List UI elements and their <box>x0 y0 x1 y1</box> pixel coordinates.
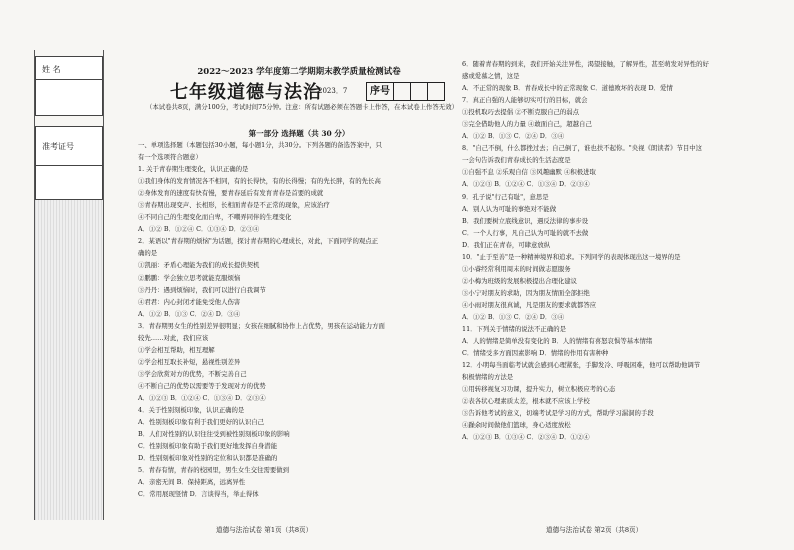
footer-right: 道德与法治试卷 第2页（共8页） <box>546 526 643 534</box>
binding-strip <box>34 50 104 520</box>
question-line: ③学会欣赏对方的优势，不断完善自己 <box>138 369 247 378</box>
question-line: ④君君：内心封闭才能免受他人伤害 <box>138 297 241 306</box>
question-line: 4．关于性别刻板印象，认识正确的是 <box>138 406 245 415</box>
question-line: ③青春期出现变声、长相形，长相面青春是不正常的现象，应该治疗 <box>138 201 330 210</box>
question-line: 2．某语以"青春期的烦恼"为话题，探讨青春期的心理成长，对此，下面同学的观点正 <box>138 237 379 246</box>
question-line: ①投机取巧去提倡 ②不断克服自己的弱点 <box>462 108 580 117</box>
exam-note: （本试卷共8页，满分100分，考试时间75分钟。注意：所有试题必须在答题卡上作答，在本试卷上作答无效） <box>146 103 458 111</box>
question-line: ①学会相互帮助，相互理解 <box>138 345 215 354</box>
question-line: ④不同自己的生理变化而自卑，不嘲弄同伴的生理变化 <box>138 213 292 222</box>
id-field[interactable] <box>36 165 102 200</box>
id-box <box>35 126 103 200</box>
question-line: A．①② B．①②④ C．①③④ D．②③④ <box>138 225 260 234</box>
question-line: ③告诉他考试的意义，切端考试是学习的方式，帮助学习漏洞的手段 <box>462 409 654 418</box>
name-label: 姓 名 <box>42 65 61 74</box>
question-line: ②身体发育的速度有快有慢，要青春延后有发育青春是首要的成就 <box>138 189 324 198</box>
question-line: ①我们身体的发育情况各不相同，有的长得快，有的长得慢；有的先长胖，有的先长高 <box>138 177 381 186</box>
footer-left: 道德与法治试卷 第1页（共8页） <box>216 526 313 534</box>
question-line: 确的是 <box>138 249 158 258</box>
question-line: A．亲密无间 B．保持距离，远离异性 <box>138 478 246 487</box>
question-line: ③小宁对朋友的求助，因为朋友情面全部拒绝 <box>462 288 590 297</box>
question-line: A．别人认为可耻的事绝对不能做 <box>462 204 557 213</box>
question-line: ③完全借助他人的力量 ④敢面自己，超越自己 <box>462 120 592 129</box>
question-line: ④躁余时间做他们篮球，身心适度放松 <box>462 421 571 430</box>
question-line: ①自强不息 ②乐观自信 ③风趣幽默 ④积极进取 <box>462 168 596 177</box>
seq-cell[interactable] <box>411 83 428 100</box>
question-line: ②表各状心理素质太差，根本就不应该上学校 <box>462 397 590 406</box>
question-line: A．①② B．①③ C．②④ D．③④ <box>462 132 565 141</box>
question-line: ②鹏鹏：学会独立思考就能克服烦恼 <box>138 273 241 282</box>
question-line: 1. 关于青春期生理变化，认识正确的是 <box>138 165 249 174</box>
question-line: ①凯丽：矛盾心理能为我们的成长提供契机 <box>138 261 260 270</box>
question-line: B．我们要树立底线意识，遇反法律的事步设 <box>462 216 589 225</box>
question-line: A．①② B．①③ C．②④ D．③④ <box>138 309 241 318</box>
question-line: ②学会相互取长补短，悬视性别差异 <box>138 357 241 366</box>
exam-date: 2023．7 <box>318 87 348 95</box>
seq-cell[interactable] <box>428 83 444 100</box>
question-line: 一会句告诉我们青春成长的生活态度是 <box>462 156 571 165</box>
question-line: D．性别刻板印象对性别的定位和认识都是准确的 <box>138 454 278 463</box>
question-line: A．性别刻板印象有利于我们更好的认识自己 <box>138 418 265 427</box>
question-line: 8．"自己不倒，什么都挫过去；自己倒了，谁也扶不起你。"央视《朗读者》节目中这 <box>462 144 703 153</box>
column-left <box>138 139 460 500</box>
subject-title: 七年级道德与法治 <box>170 82 322 103</box>
column-right <box>462 58 782 444</box>
question-line: 12．小明每当面临考试就会感到心理紧张，手脚发冷、呼吸困难，他可以帮助他调节 <box>462 361 701 370</box>
question-line: A．①②③ B．①③④ C．②③④ D．①②④ <box>462 433 590 442</box>
exam-title: 2022～2023 学年度第二学期期末教学质量检测试卷 <box>197 67 401 77</box>
question-line: C．一个人行事，凡自己认为可耻的就不去做 <box>462 228 589 237</box>
seq-label: 序号 <box>367 83 394 100</box>
question-line: 11．下列关于情绪的说法不正确的是 <box>462 325 566 334</box>
question-line: A．人的情绪是简单没有变化的 B．人的情绪有喜怒哀惧等基本情绪 <box>462 337 653 346</box>
question-line: ①小睿经常利用周末的时间做志愿服务 <box>462 264 571 273</box>
seq-cell[interactable] <box>394 83 411 100</box>
question-line: 9．孔子说"行己有耻"，意思是 <box>462 192 549 201</box>
question-line: 6．随着青春期的到来，我们开始关注异性，渴望接触，了解异性，甚至萌发对异性的好 <box>462 60 709 68</box>
question-line: C．常用展现竖情 D．言谈得当，举止得体 <box>138 490 259 499</box>
name-field[interactable] <box>36 79 102 116</box>
question-line: 感或爱慕之情，这是 <box>462 72 520 81</box>
question-line: ①用转移视复习功课，提升实力，树立积极应考的心态 <box>462 385 616 394</box>
question-line: 较先……对此，我们应该 <box>138 333 209 342</box>
question-line: B．人们对性别的认识往往受到被性别刻板印象的影响 <box>138 430 290 439</box>
question-line: 一、单项选择题（本题包括30小题，每小题1分，共30分。下列各题的备选答案中，只 <box>138 141 382 149</box>
question-line: 3．青春期男女生的性别差异很明显；女孩在细腻和协作上占优势，男孩在运动能力方面 <box>138 321 385 330</box>
question-line: A．①②③ B．①②④ C．①③④ D．②③④ <box>462 180 590 189</box>
question-line: 10．"止于至善"是一种精神境界和追求。下列同学的表现体现出这一境界的是 <box>462 252 681 261</box>
question-line: 积极情绪的方法是 <box>462 373 514 382</box>
id-label: 准考证号 <box>42 142 74 151</box>
question-line: ②小梅为班级的发展积极提出合理化建议 <box>462 276 578 285</box>
seq-box <box>366 82 445 101</box>
question-line: A．①②③ B．①②④ C．①③④ D．②③④ <box>138 393 266 402</box>
question-line: 有一个选项符合题意） <box>138 153 202 162</box>
binding-pattern <box>35 200 103 520</box>
question-line: D．我们正在青春，可肆意放纵 <box>462 240 551 249</box>
question-line: A．不正常的现象 B．青春成长中的正常现象 C．道德败坏的表现 D．爱情 <box>462 84 673 93</box>
part-title: 第一部分 选择题（共 30 分） <box>248 129 350 138</box>
name-box <box>35 56 103 116</box>
question-line: 5．青春有情，青春的校园里，男生女生交往需要做到 <box>138 466 290 475</box>
question-line: C．情绪受多方面因素影响 D．情绪的作用有害种种 <box>462 349 609 358</box>
question-line: ④不断自己的优势以需要等于发现对方的优势 <box>138 381 266 390</box>
question-line: 7．真正自强的人能够切实可行的目标，就会 <box>462 96 588 105</box>
question-line: A．①② B．①③ C．②④ D．③④ <box>462 312 565 321</box>
question-line: ③丹丹：遇到烦恼时，我们可以进行自我调节 <box>138 285 266 294</box>
question-line: C．性别刻板印象有助于我们更好地发挥自身潜能 <box>138 442 278 451</box>
question-line: ④小雨对朋友很真诚，凡是朋友的要求就都答应 <box>462 300 597 309</box>
